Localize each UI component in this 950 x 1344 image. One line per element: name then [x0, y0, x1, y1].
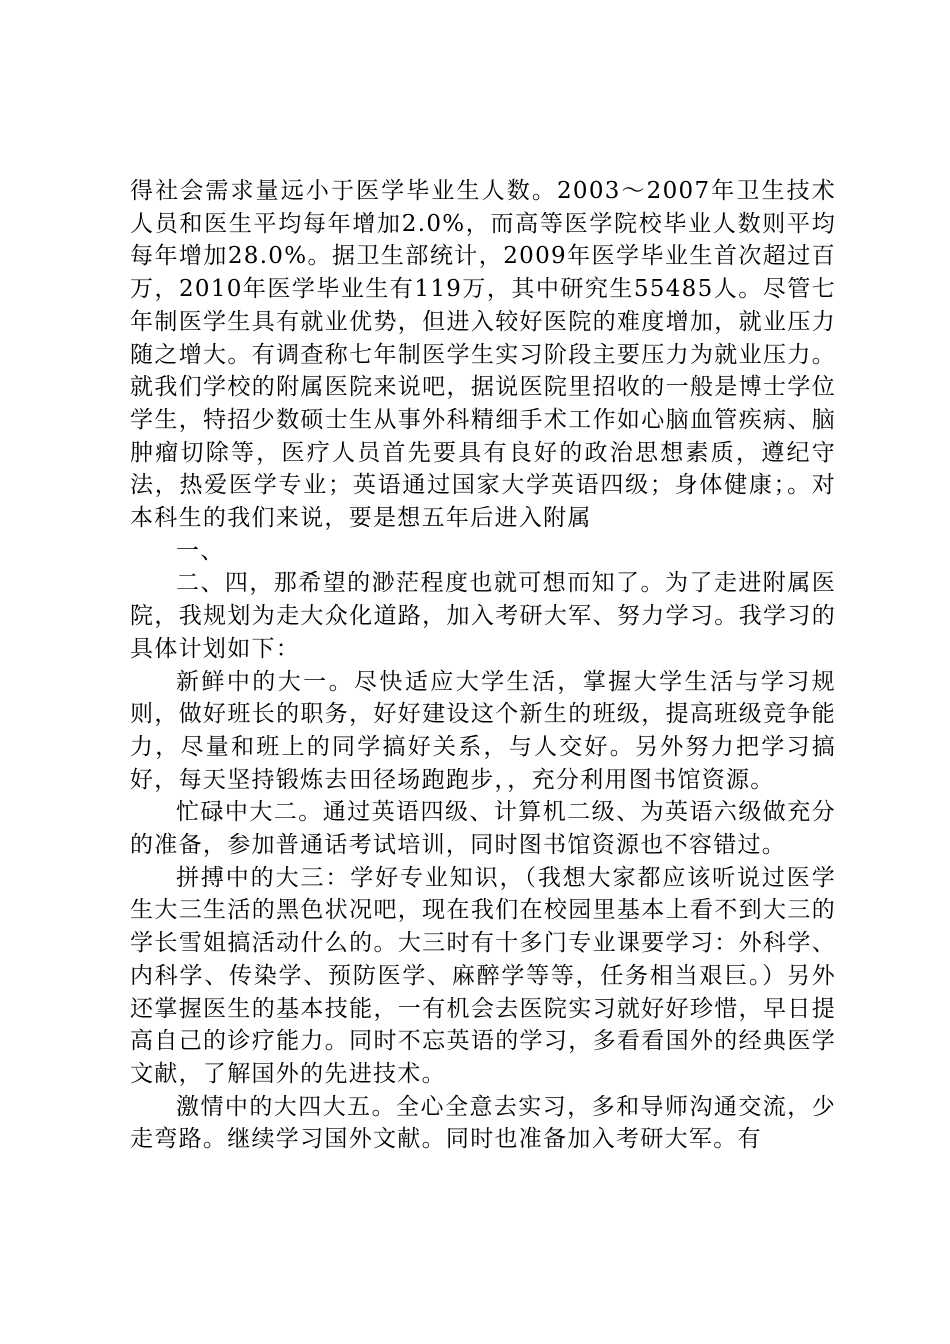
paragraph-year-three: 拼搏中的大三：学好专业知识，（我想大家都应该听说过医学生大三生活的黑色状况吧，现在我们在校园里基本上看不到大三的学长雪姐搞活动什么的。大三时有十多门专业课要学习：外科学、内科学、传染学、预防医学、麻醉学等等，任务相当艰巨。）另外还掌握医生的基本技能，一有机会去医院实习就好好珍惜，早日提高自己的诊疗能力。同时不忘英语的学习，多看看国外的经典医学文献，了解国外的先进技术。 [130, 864, 836, 1087]
document-body [130, 175, 836, 1156]
paragraph-year-two: 忙碌中大二。通过英语四级、计算机二级、为英语六级做充分的准备，参加普通话考试培训，同时图书馆资源也不容错过。 [130, 799, 836, 859]
paragraph-list-marker: 一、 [176, 537, 225, 564]
paragraph-year-four-five: 激情中的大四大五。全心全意去实习，多和导师沟通交流，少走弯路。继续学习国外文献。同时也准备加入考研大军。有 [130, 1093, 836, 1153]
paragraph-continuation: 得社会需求量远小于医学毕业生人数。2003～2007年卫生技术人员和医生平均每年增加2.0%，而高等医学院校毕业人数则平均每年增加28.0%。据卫生部统计，2009年医学毕业生首次超过百万，2010年医学毕业生有119万，其中研究生55485人。尽管七年制医学生具有就业优势，但进入较好医院的难度增加，就业压力随之增大。有调查称七年制医学生实习阶段主要压力为就业压力。就我们学校的附属医院来说吧，据说医院里招收的一般是博士学位学生，特招少数硕士生从事外科精细手术工作如心脑血管疾病、脑肿瘤切除等，医疗人员首先要具有良好的政治思想素质，遵纪守法，热爱医学专业；英语通过国家大学英语四级；身体健康；。对本科生的我们来说，要是想五年后进入附属 [130, 178, 836, 532]
paragraph-year-one: 新鲜中的大一。尽快适应大学生活，掌握大学生活与学习规则，做好班长的职务，好好建设这个新生的班级，提高班级竞争能力，尽量和班上的同学搞好关系，与人交好。另外努力把学习搞好，每天坚持锻炼去田径场跑跑步，，充分利用图书馆资源。 [130, 668, 836, 793]
paragraph-plan-intro: 二、四，那希望的渺茫程度也就可想而知了。为了走进附属医院，我规划为走大众化道路，加入考研大军、努力学习。我学习的具体计划如下： [130, 570, 836, 662]
